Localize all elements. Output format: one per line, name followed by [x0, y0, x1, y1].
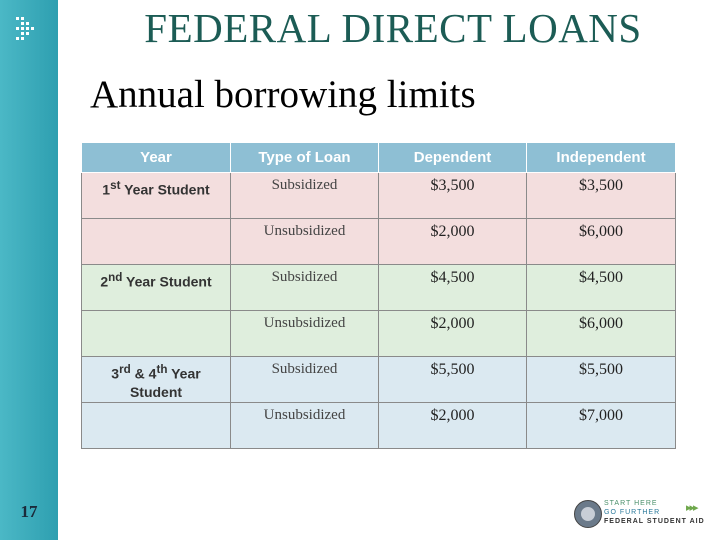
dependent-cell: $3,500: [379, 173, 527, 219]
header-year: Year: [82, 143, 231, 173]
slide-subtitle: Annual borrowing limits: [90, 73, 476, 116]
header-type-of-loan: Type of Loan: [231, 143, 379, 173]
independent-cell: $6,000: [527, 219, 676, 265]
independent-cell: $4,500: [527, 265, 676, 311]
logo-line-go-further: GO FURTHER: [604, 509, 661, 516]
page-number: 17: [20, 502, 38, 521]
slide-title: FEDERAL DIRECT LOANS: [144, 5, 642, 51]
logo-line-start-here: START HERE: [604, 500, 658, 507]
independent-cell: $5,500: [527, 357, 676, 403]
federal-student-aid-logo: [574, 498, 714, 530]
year-cell: [82, 403, 231, 449]
loan-type-cell: Unsubsidized: [231, 311, 379, 357]
dependent-cell: $2,000: [379, 403, 527, 449]
table-row: [82, 265, 676, 311]
independent-cell: $6,000: [527, 311, 676, 357]
year-cell: [82, 219, 231, 265]
table-row: [82, 311, 676, 357]
arrow-logo-icon: [14, 14, 40, 40]
loan-type-cell: Subsidized: [231, 173, 379, 219]
loan-type-cell: Subsidized: [231, 357, 379, 403]
dependent-cell: $2,000: [379, 219, 527, 265]
independent-cell: $7,000: [527, 403, 676, 449]
table-row: [82, 357, 676, 403]
green-arrows-icon: ▸▸▸: [686, 501, 697, 514]
year-cell: 2nd Year Student: [82, 265, 231, 311]
year-cell: [82, 311, 231, 357]
table-header-row: [82, 143, 676, 173]
department-seal-icon: [574, 500, 602, 528]
dependent-cell: $2,000: [379, 311, 527, 357]
dependent-cell: $5,500: [379, 357, 527, 403]
loan-type-cell: Subsidized: [231, 265, 379, 311]
sidebar-band: [0, 0, 58, 540]
independent-cell: $3,500: [527, 173, 676, 219]
borrowing-limits-table: [81, 142, 676, 449]
table-row: [82, 219, 676, 265]
table-row: [82, 173, 676, 219]
loan-type-cell: Unsubsidized: [231, 403, 379, 449]
dependent-cell: $4,500: [379, 265, 527, 311]
year-cell: 1st Year Student: [82, 173, 231, 219]
header-independent: Independent: [527, 143, 676, 173]
year-cell: 3rd & 4th Year Student: [82, 357, 231, 403]
header-dependent: Dependent: [379, 143, 527, 173]
loan-type-cell: Unsubsidized: [231, 219, 379, 265]
logo-line-fsa: FEDERAL STUDENT AID: [604, 518, 705, 525]
table-row: [82, 403, 676, 449]
